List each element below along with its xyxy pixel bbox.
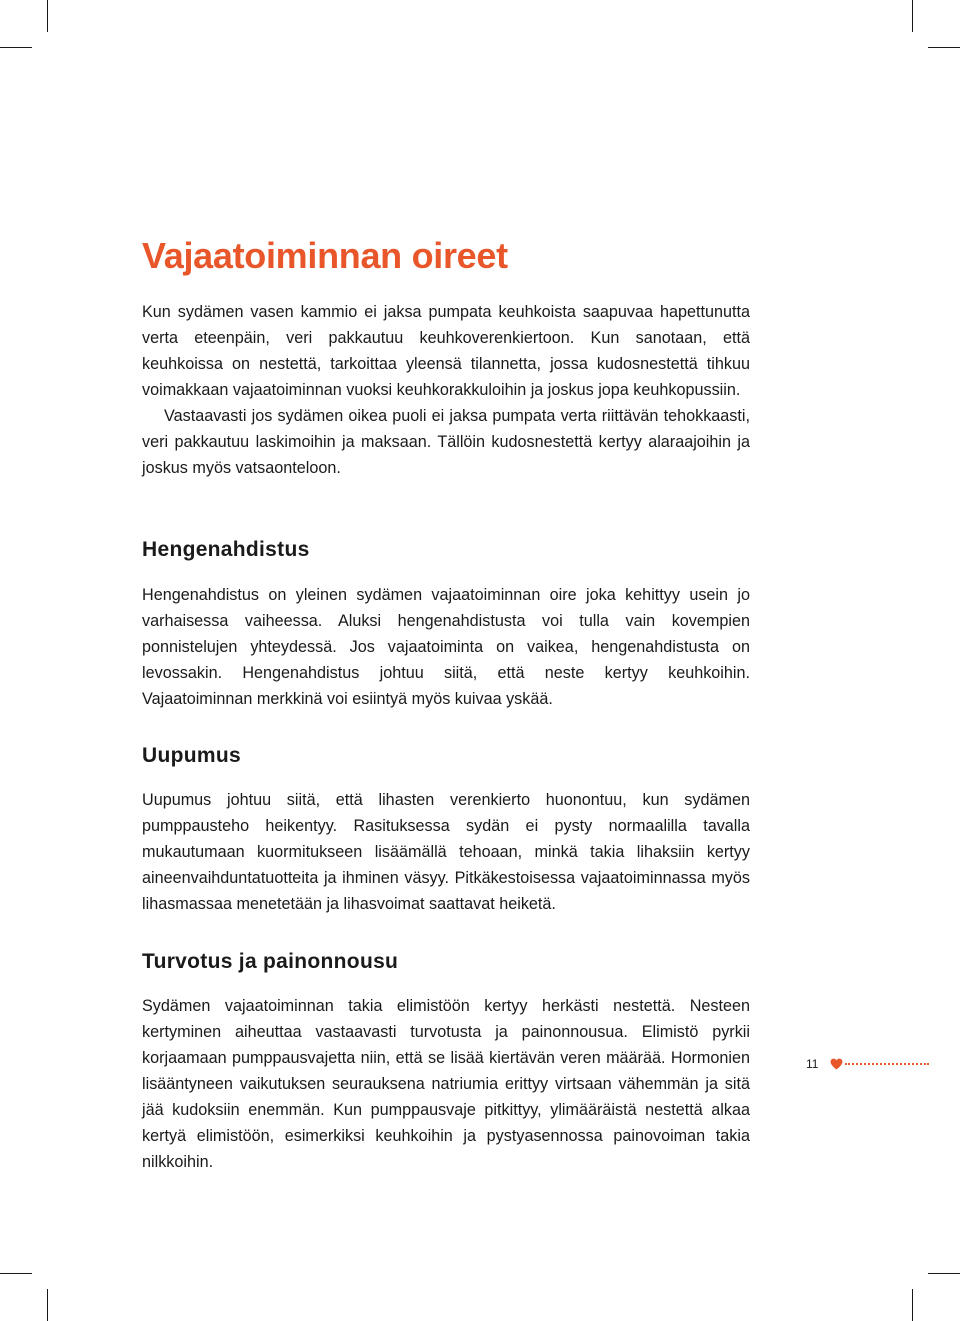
crop-mark-top-right [912,0,913,32]
crop-mark-top-left-horizontal [0,47,32,48]
page-title: Vajaatoiminnan oireet [142,235,508,276]
page-number-marker [806,1054,929,1074]
section-paragraph: Sydämen vajaatoiminnan takia elimistöön kertyy herkästi nestettä. Nesteen kertyminen aiheuttaa vastaavasti turvotusta ja painonnousua. Elimistö pyrkii korjaamaan pumppausvajetta niin, että se lisää kiertävän veren määrää. Hormonien lisääntyneen vaikutuksen seurauksena natriumia erittyy virtsaan vähemmän ja sitä jää kudoksiin enemmän. Kun pumppausvaje pitkittyy, ylimääräistä nestettä alkaa kertyä elimistöön, esimerkiksi keuhkoihin ja pystyasennossa painovoiman takia nilkkoihin. [142,997,750,1171]
section-body-hengenahdistus [142,582,750,712]
crop-mark-top-left [47,0,48,32]
crop-mark-bottom-right [912,1289,913,1321]
page-number: 11 [806,1057,819,1071]
intro-paragraph-1: Kun sydämen vasen kammio ei jaksa pumpata keuhkoista saapuvaa hapettunutta verta eteenpäin, veri pakkautuu keuhkoverenkiertoon. Kun sanotaan, että keuhkoissa on nestettä, tarkoittaa yleensä tilannetta, jossa kudosnestettä tihkuu voimakkaan vajaatoiminnan vuoksi keuhkorakkuloihin ja joskus jopa keuhkopussiin. [142,303,750,399]
heart-icon [830,1058,843,1070]
section-heading-uupumus: Uupumus [142,744,241,767]
section-paragraph: Uupumus johtuu siitä, että lihasten verenkierto huonontuu, kun sydämen pumppausteho heikentyy. Rasituksessa sydän ei pysty normaalilla tavalla mukautumaan kuormitukseen lisäämällä tehoaan, minkä takia lihaksiin kertyy aineenvaihduntatuotteita ja ihminen väsyy. Pitkäkestoisessa vajaatoiminnassa myös lihasmassaa menetetään ja lihasvoimat saattavat heiketä. [142,791,750,913]
crop-mark-top-right-horizontal [928,47,960,48]
crop-mark-bottom-left [47,1289,48,1321]
section-paragraph: Hengenahdistus on yleinen sydämen vajaatoiminnan oire joka kehittyy usein jo varhaisessa vaiheessa. Aluksi hengenahdistusta voi tulla vain kovempien ponnistelujen yhteydessä. Jos vajaatoiminta on vaikea, hengenahdistusta on levossakin. Hengenahdistus johtuu siitä, että neste kertyy keuhkoihin. Vajaatoiminnan merkkinä voi esiintyä myös kuivaa yskää. [142,586,750,708]
crop-mark-bottom-right-horizontal [928,1273,960,1274]
section-heading-hengenahdistus: Hengenahdistus [142,538,310,561]
dotted-leader-line [845,1063,929,1065]
crop-mark-bottom-left-horizontal [0,1273,32,1274]
section-body-turvotus [142,993,750,1175]
intro-paragraph-2: Vastaavasti jos sydämen oikea puoli ei jaksa pumpata verta riittävän tehokkaasti, veri pakkautuu laskimoihin ja maksaan. Tällöin kudosnestettä kertyy alaraajoihin ja joskus myös vatsaonteloon. [142,407,750,477]
section-heading-turvotus: Turvotus ja painonnousu [142,950,399,973]
section-body-uupumus [142,787,750,917]
intro-block [142,299,750,481]
